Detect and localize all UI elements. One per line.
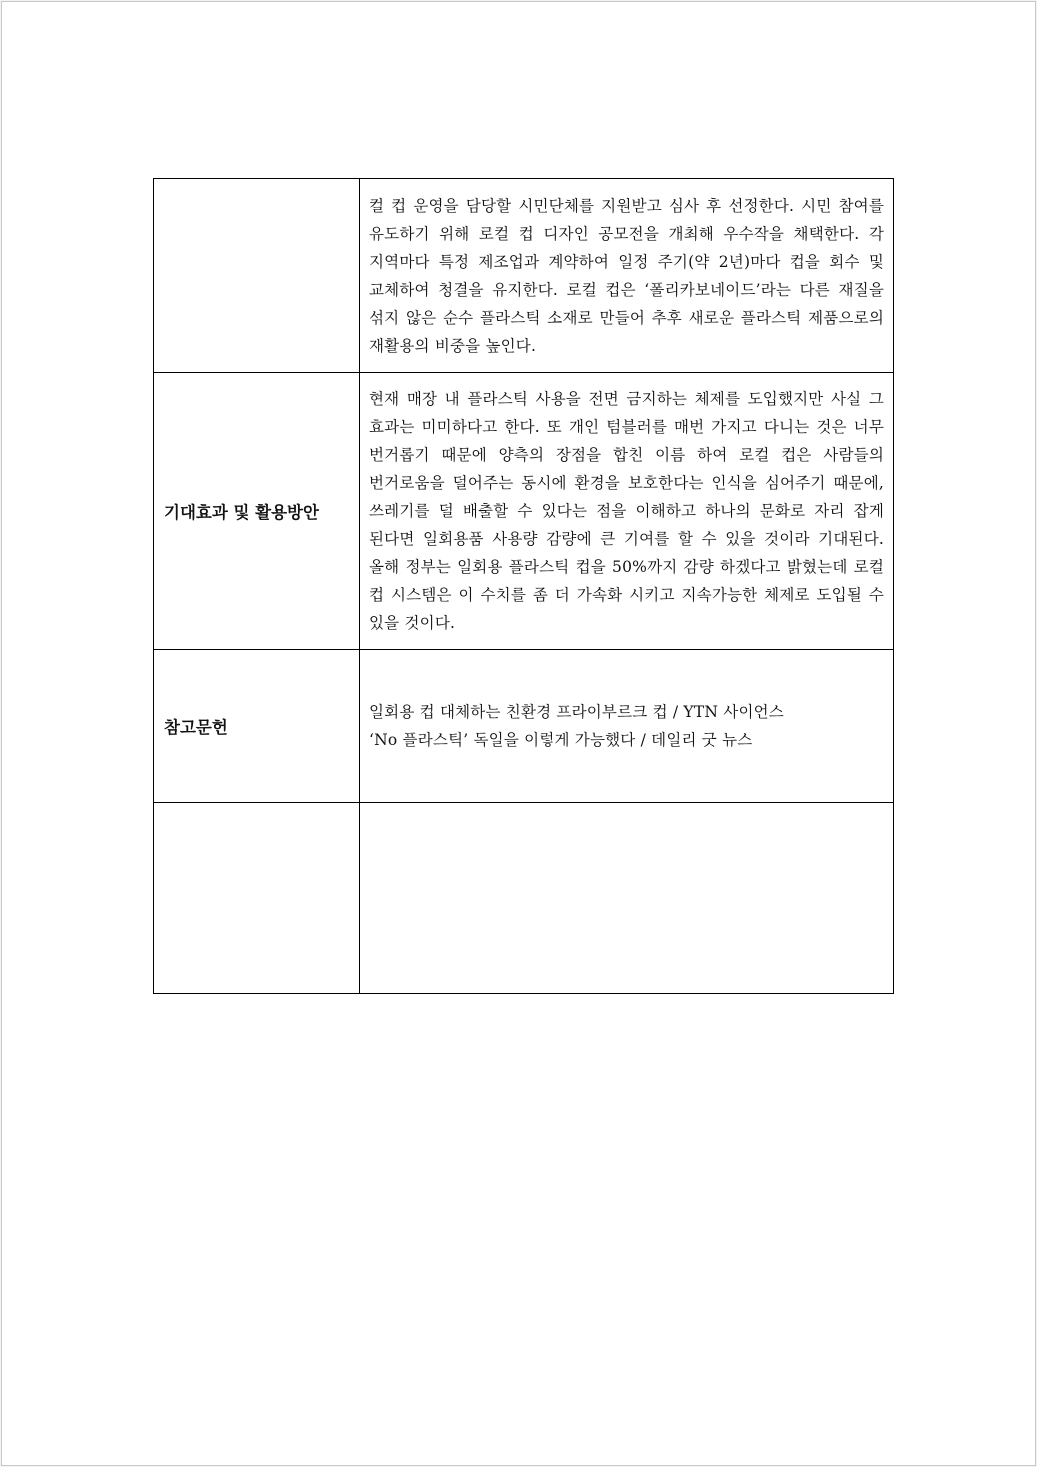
table-row (154, 803, 894, 994)
row-content (360, 650, 894, 803)
reference-item: ‘No 플라스틱’ 독일을 이렇게 가능했다 / 데일리 굿 뉴스 (369, 731, 753, 749)
expected-effects-text: 현재 매장 내 플라스틱 사용을 전면 금지하는 체제를 도입했지만 사실 그 효과는 미미하다고 한다. 또 개인 텀블러를 매번 가지고 다니는 것은 너무 번거롭기 때문에 양측의 장점을 합친 이름 하여 로컬 컵은 사람들의 번거로움을 덜어주는 동시에 환경을 보호한다는 인식을 심어주기 때문에, 쓰레기를 덜 배출할 수 있다는 점을 이해하고 하나의 문화로 자리 잡게 된다면 일회용품 사용량 감량에 큰 기여를 할 수 있을 것이라 기대된다. 올해 정부는 일회용 플라스틱 컵을 50%까지 감량 하겠다고 밝혔는데 로컬 컵 시스템은 이 수치를 좀 더 가속화 시키고 지속가능한 체제로 도입될 수 있을 것이다. (369, 390, 884, 632)
table-row (154, 373, 894, 650)
proposal-table (153, 178, 894, 994)
row-content (360, 179, 894, 373)
row-label (154, 803, 360, 994)
row-content (360, 803, 894, 994)
operation-plan-text: 컬 컵 운영을 담당할 시민단체를 지원받고 심사 후 선정한다. 시민 참여를 유도하기 위해 로컬 컵 디자인 공모전을 개최해 우수작을 채택한다. 각 지역마다 특정 제조업과 계약하여 일정 주기(약 2년)마다 컵을 회수 및 교체하여 청결을 유지한다. 로컬 컵은 ‘폴리카보네이드’라는 다른 재질을 섞지 않은 순수 플라스틱 소재로 만들어 추후 새로운 플라스틱 제품으로의 재활용의 비중을 높인다. (369, 196, 884, 355)
row-content (360, 373, 894, 650)
row-label (154, 179, 360, 373)
table-row (154, 650, 894, 803)
reference-item: 일회용 컵 대체하는 친환경 프라이부르크 컵 / YTN 사이언스 (369, 703, 784, 721)
table-row (154, 179, 894, 373)
row-label-expected-effects: 기대효과 및 활용방안 (154, 373, 360, 650)
document-page (1, 1, 1036, 1466)
row-label-references: 참고문헌 (154, 650, 360, 803)
